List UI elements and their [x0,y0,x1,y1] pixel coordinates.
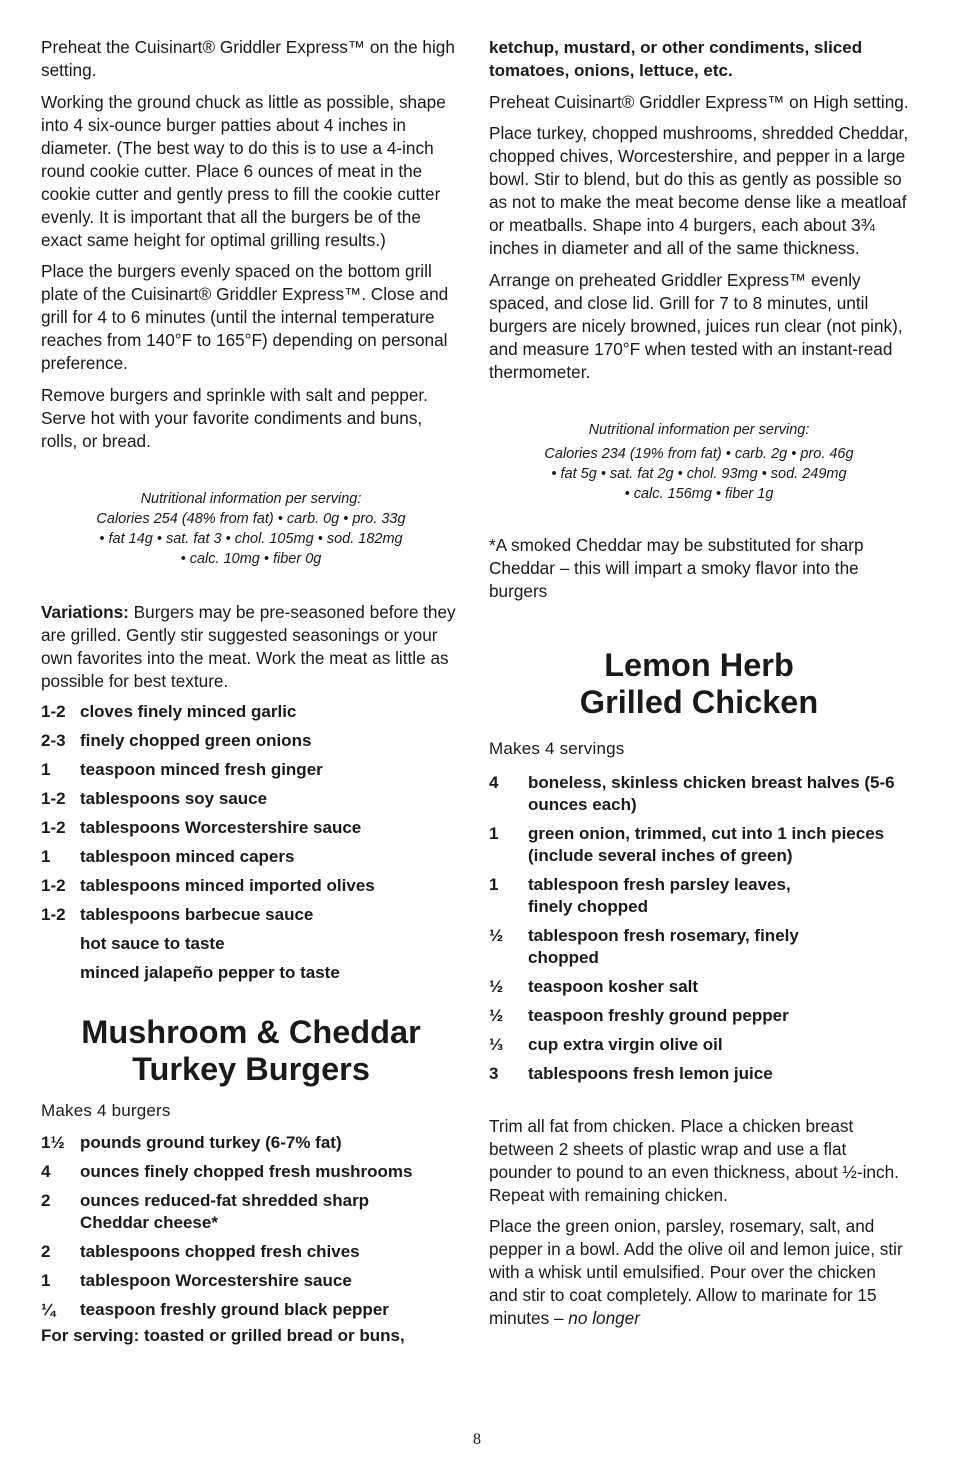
list-item: 4 boneless, skinless chicken breast halves (5-6 ounces each) [489,772,895,814]
intro-paragraph: Remove burgers and sprinkle with salt and pepper. Serve hot with your favorite condiments and buns, rolls, or bread. [41,384,428,451]
nutrition-line: • fat 5g • sat. fat 2g • chol. 93mg • sod. 249mg [551,465,847,482]
nutrition-title: Nutritional information per serving: [140,490,362,507]
list-item: 1 green onion, trimmed, cut into 1 inch pieces (include several inches of green) [489,823,885,865]
instruction-paragraph: Place turkey, chopped mushrooms, shredded Cheddar, chopped chives, Worcestershire, and pepper in a large bowl. Stir to blend, but do this as gently as possible so as not to make the meat become dense like a meatloaf or meatballs. Shape into 4 burgers, each about 3¾ inches in diameter and all of the same thickness. [489,123,909,258]
instruction-paragraph: Arrange on preheated Griddler Express™ evenly spaced, and close lid. Grill for 7 to 8 minutes, until burgers are nicely browned, juices run clear (not pink), and measure 170°F when tested with an instant-read thermometer. [489,269,903,382]
list-item: ½ tablespoon fresh rosemary, finely chopped [489,925,799,967]
recipe-yield: Makes 4 servings [489,738,625,758]
list-item: 1-2 tablespoons barbecue sauce [41,905,314,924]
instruction-text: Place the green onion, parsley, rosemary, salt, and pepper in a bowl. Add the olive oil and lemon juice, stir with a whisk until emulsified. Pour over the chicken and stir to coat completely. Allow to marinate for 15 minutes – [489,1216,903,1328]
instruction-paragraph [489,1215,909,1330]
list-item: 1½ pounds ground turkey (6-7% fat) [41,1133,342,1152]
list-item: 2 tablespoons chopped fresh chives [41,1242,360,1261]
list-item: 2 ounces reduced-fat shredded sharp Cheddar cheese* [41,1191,370,1232]
list-item: 1-2 tablespoons soy sauce [41,789,268,808]
list-item: 1 tablespoon minced capers [41,847,295,866]
recipe-yield: Makes 4 burgers [41,1101,171,1120]
list-item: 3 tablespoons fresh lemon juice [489,1063,773,1083]
list-item: ½ teaspoon freshly ground pepper [489,1005,789,1025]
list-item: 1-2 cloves finely minced garlic [41,702,297,721]
for-serving: For serving: toasted or grilled bread or buns, [41,1326,405,1345]
left-column [41,36,461,1347]
recipe-title: Lemon Herb Grilled Chicken [579,646,819,720]
for-serving-continued: ketchup, mustard, or other condiments, sliced tomatoes, onions, lettuce, etc. [489,38,863,80]
intro-paragraph: Working the ground chuck as little as possible, shape into 4 six-ounce burger patties about 4 inches in diameter. (The best way to do this is to use a 4-inch round cookie cutter. Place 6 ounces of meat in the cookie cutter and gently press to fill the cookie cutter evenly. It is important that all the burgers be of the exact same height for optimal grilling results.) [41,91,446,250]
list-item: hot sauce to taste [80,934,225,953]
list-item: 1 teaspoon minced fresh ginger [41,760,323,779]
variation-list [41,701,461,984]
list-item: minced jalapeño pepper to taste [80,963,340,982]
list-item: 1 tablespoon fresh parsley leaves, finely chopped [489,874,791,916]
instruction-paragraph: Preheat Cuisinart® Griddler Express™ on High setting. [489,91,909,112]
nutrition-title: Nutritional information per serving: [588,421,810,438]
nutrition-line: Calories 234 (19% from fat) • carb. 2g • pro. 46g [544,445,854,462]
ingredient-list [489,772,909,1085]
variations-text: Burgers may be pre-seasoned before they are grilled. Gently stir suggested seasonings or your own favorites into the meat. Work the meat as little as possible for best texture. [41,601,456,691]
nutrition-info [41,489,461,569]
footnote: *A smoked Cheddar may be substituted for sharp Cheddar – this will impart a smoky flavor into the burgers [489,534,864,601]
instruction-italic: no longer [568,1308,640,1328]
list-item: 1-2 tablespoons minced imported olives [41,876,375,895]
page-number: 8 [473,1431,481,1448]
variations-label: Variations: [41,601,129,622]
list-item: 2-3 finely chopped green onions [41,731,312,750]
list-item: ½ teaspoon kosher salt [489,976,699,996]
list-item: ¼ teaspoon freshly ground black pepper [41,1300,389,1319]
nutrition-line: Calories 254 (48% from fat) • carb. 0g • pro. 33g [96,510,406,527]
list-item: 4 ounces finely chopped fresh mushrooms [41,1162,413,1181]
instruction-paragraph: Trim all fat from chicken. Place a chicken breast between 2 sheets of plastic wrap and use a flat pounder to pound to an even thickness, about ½-inch. Repeat with remaining chicken. [489,1115,899,1205]
nutrition-line: • calc. 156mg • fiber 1g [624,485,774,502]
list-item: ⅓ cup extra virgin olive oil [489,1034,723,1054]
nutrition-line: • fat 14g • sat. fat 3 • chol. 105mg • sod. 182mg [99,530,403,547]
variations-paragraph [41,601,461,693]
list-item: 1 tablespoon Worcestershire sauce [41,1271,352,1290]
nutrition-line: • calc. 10mg • fiber 0g [180,550,322,567]
intro-paragraph: Place the burgers evenly spaced on the bottom grill plate of the Cuisinart® Griddler Express™. Close and grill for 4 to 6 minutes (until the internal temperature reaches from 140°F to 165°F) depending on personal preference. [41,261,449,373]
nutrition-info [489,420,909,504]
intro-paragraph: Preheat the Cuisinart® Griddler Express™ on the high setting. [41,37,455,80]
list-item: 1-2 tablespoons Worcestershire sauce [41,818,362,837]
ingredient-list [41,1132,461,1321]
recipe-title: Mushroom & Cheddar Turkey Burgers [81,1014,421,1087]
right-column [489,36,909,1339]
